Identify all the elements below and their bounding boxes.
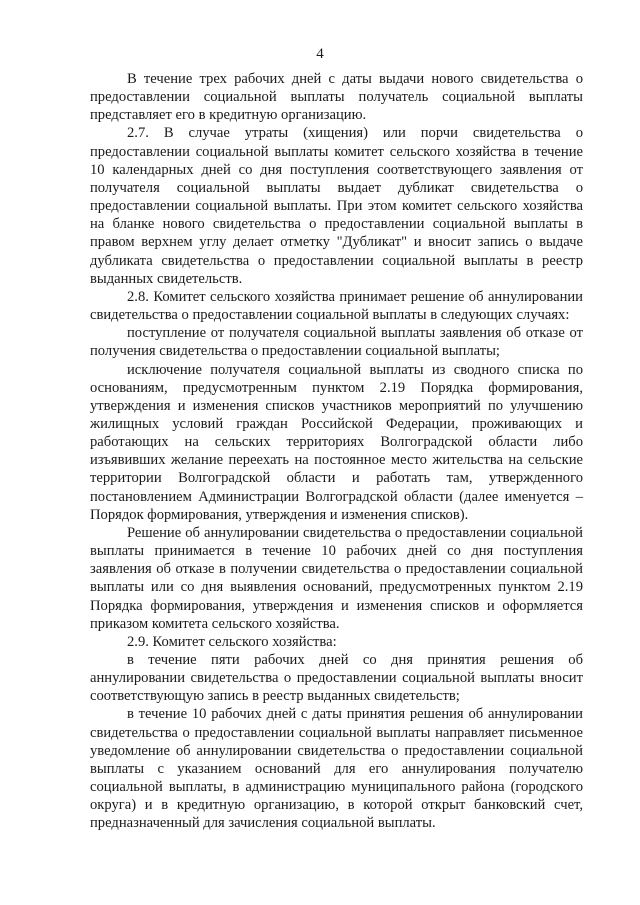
page-number: 4 <box>316 46 324 62</box>
paragraph-exclusion-from-list: исключение получателя социальной выплаты из сводного списка по основаниям, предусмотренным пунктом 2.19 Порядка формирования, утверждения и изменения списков участников мероприятий по улучшению жилищных условий граждан Российской Федерации, проживающих и работающих на сельских территориях Волгоградской области либо изъявивших желание переехать на постоянное место жительства на сельские территории Волгоградской области и работать там, утвержденного постановлением Администрации Волгоградской области (далее именуется – Порядок формирования, утверждения и изменения списков). <box>90 361 583 523</box>
paragraph-2-7-duplicate: 2.7. В случае утраты (хищения) или порчи свидетельства о предоставлении социальной выплаты комитет сельского хозяйства в течение 10 календарных дней со дня поступления соответствующего заявления от получателя социальной выплаты выдает дубликат свидетельства о предоставлении социальной выплаты. При этом комитет сельского хозяйства на бланке нового свидетельства о предоставлении социальной выплаты в правом верхнем углу делает отметку "Дубликат" и вносит запись о выдаче дубликата свидетельства о предоставлении социальной выплаты в реестр выданных свидетельств. <box>90 125 583 287</box>
paragraph-annulment-decision: Решение об аннулировании свидетельства о предоставлении социальной выплаты принимается в течение 10 рабочих дней со дня поступления заявления об отказе в получении свидетельства о предоставлении социальной выплаты или со дня выявления оснований, предусмотренных пунктом 2.19 Порядка формирования, утверждения и изменения списков и оформляется приказом комитета сельского хозяйства. <box>90 524 583 632</box>
paragraph-refusal-application: поступление от получателя социальной выплаты заявления об отказе от получения свидетельства о предоставлении социальной выплаты; <box>90 325 583 360</box>
paragraph-notification: в течение 10 рабочих дней с даты принятия решения об аннулировании свидетельства о предоставлении социальной выплаты направляет письменное уведомление об аннулировании свидетельства о предоставлении социальной выплаты с указанием оснований для его аннулирования получателю социальной выплаты, в администрацию муниципального района (городского округа) и в кредитную организацию, в которой открыт банковский счет, предназначенный для зачисления социальной выплаты. <box>90 706 583 832</box>
paragraph-2-9-committee: 2.9. Комитет сельского хозяйства: <box>127 633 337 650</box>
paragraph-2-8-annulment-cases: 2.8. Комитет сельского хозяйства принимает решение об аннулировании свидетельства о предоставлении социальной выплаты в следующих случаях: <box>90 288 583 324</box>
paragraph-new-certificate-delivery: В течение трех рабочих дней с даты выдачи нового свидетельства о предоставлении социальной выплаты получатель социальной выплаты представляет его в кредитную организацию. <box>90 71 583 124</box>
document-body <box>90 70 583 833</box>
paragraph-registry-entry: в течение пяти рабочих дней со дня принятия решения об аннулировании свидетельства о предоставлении социальной выплаты вносит соответствующую запись в реестр выданных свидетельств; <box>90 652 583 705</box>
